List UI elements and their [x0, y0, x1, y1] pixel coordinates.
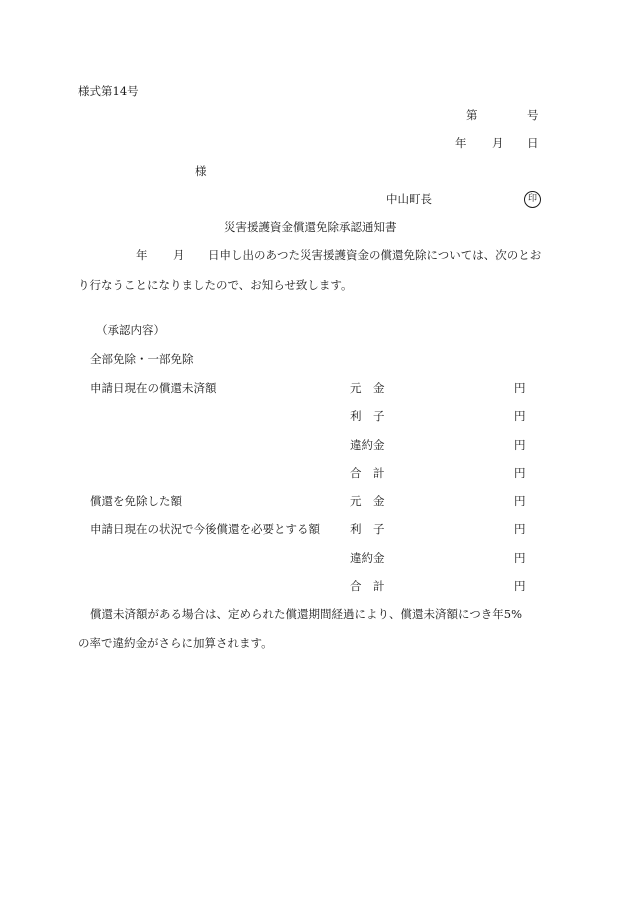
date-day: 日	[527, 136, 539, 150]
note-line-2: の率で違約金がさらに加算されます。	[78, 636, 273, 650]
yen-unit: 円	[514, 381, 526, 395]
row-item: 利 子	[350, 409, 385, 423]
row-item: 合 計	[350, 466, 385, 480]
row-item: 違約金	[350, 551, 385, 565]
row-item: 合 計	[350, 579, 385, 593]
row-label: 償還を免除した額	[90, 494, 182, 508]
approval-heading: （承認内容）	[96, 323, 165, 337]
body-line-1: 日申し出のあつた災害援護資金の償還免除については、次のとお	[208, 248, 542, 262]
row-item: 違約金	[350, 438, 385, 452]
row-item: 利 子	[350, 522, 385, 536]
row-item: 元 金	[350, 381, 385, 395]
note-line-1: 償還未済額がある場合は、定められた償還期間経過により、償還未済額につき年5%	[90, 607, 523, 621]
body-line-2: り行なうことになりましたので、お知らせ致します。	[78, 278, 353, 292]
yen-unit: 円	[514, 494, 526, 508]
yen-unit: 円	[514, 409, 526, 423]
body-year: 年	[136, 248, 148, 262]
doc-number-suffix: 号	[527, 108, 539, 122]
exemption-scope: 全部免除・一部免除	[90, 352, 194, 366]
row-label: 申請日現在の償還未済額	[90, 381, 217, 395]
date-month: 月	[492, 136, 504, 150]
doc-number-prefix: 第	[466, 108, 478, 122]
document-title: 災害援護資金償還免除承認通知書	[224, 220, 397, 234]
yen-unit: 円	[514, 438, 526, 452]
yen-unit: 円	[514, 551, 526, 565]
form-number: 様式第14号	[78, 84, 139, 98]
yen-unit: 円	[514, 522, 526, 536]
addressee-suffix: 様	[195, 164, 207, 178]
issuer-name: 中山町長	[386, 192, 432, 206]
row-label: 申請日現在の状況で今後償還を必要とする額	[90, 522, 320, 536]
body-month: 月	[173, 248, 185, 262]
yen-unit: 円	[514, 466, 526, 480]
seal-mark: 印	[524, 191, 541, 208]
date-year: 年	[455, 136, 467, 150]
yen-unit: 円	[514, 579, 526, 593]
row-item: 元 金	[350, 494, 385, 508]
